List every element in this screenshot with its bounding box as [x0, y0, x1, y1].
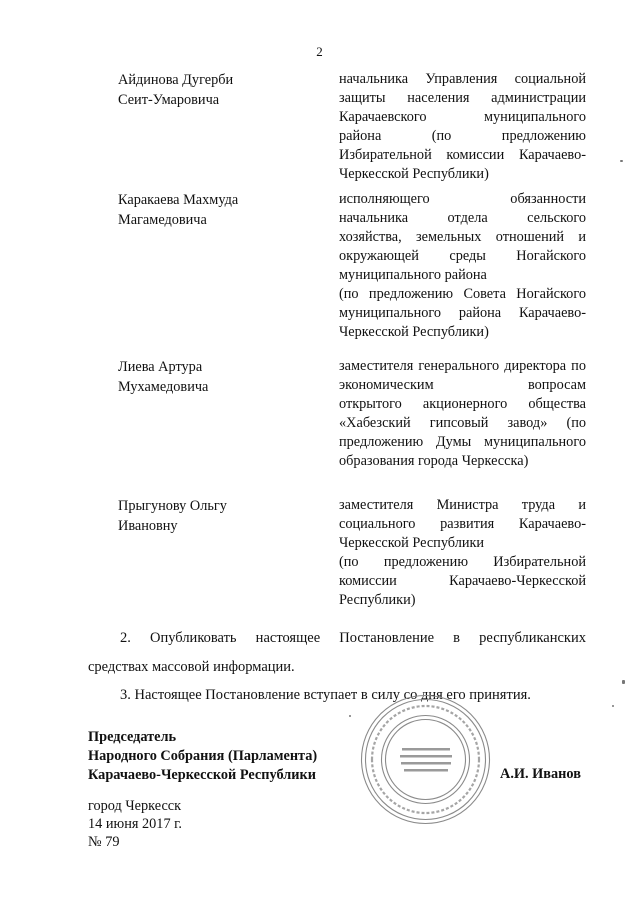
- position-line: предложению Думы муниципального: [339, 434, 586, 450]
- member-name-line: Магамедовича: [118, 212, 207, 228]
- member-name: [118, 190, 308, 230]
- position-line: Черкесской Республики): [339, 166, 489, 182]
- position-line: Черкесской Республики: [339, 535, 485, 551]
- position-line: хозяйства, земельных отношений и: [339, 229, 586, 245]
- footer-date: 14 июня 2017 г.: [88, 816, 182, 832]
- position-line: Черкесской Республики): [339, 324, 489, 340]
- position-line: открытого акционерного общества: [339, 396, 586, 412]
- position-line: исполняющего обязанности: [339, 191, 586, 207]
- position-line: заместителя Министра труда и: [339, 497, 586, 513]
- position-line: муниципального района: [339, 267, 487, 283]
- position-line: комиссии Карачаево-Черкесской: [339, 573, 586, 589]
- signer-name: А.И. Иванов: [500, 766, 581, 782]
- position-line: начальника Управления социальной: [339, 71, 586, 87]
- member-name: [118, 496, 308, 536]
- paragraph-3-line: 3. Настоящее Постановление вступает в силу со дня его принятия.: [120, 687, 531, 703]
- position-line: начальника отдела сельского: [339, 210, 586, 226]
- member-name-line: Айдинова Дугерби: [118, 72, 234, 88]
- member-name-line: Каракаева Махмуда: [118, 192, 239, 208]
- member-position: [339, 70, 586, 184]
- signatory-title-line: Председатель: [88, 729, 177, 745]
- position-line: экономическим вопросам: [339, 377, 586, 393]
- position-line: образования города Черкесска): [339, 453, 529, 469]
- footer-number: № 79: [88, 834, 120, 850]
- position-line: «Хабезский гипсовый завод» (по: [339, 415, 586, 431]
- paragraph-2-continued: [88, 657, 586, 677]
- scan-speck: [349, 715, 351, 717]
- position-line: муниципального района Карачаево-: [339, 305, 586, 321]
- scan-speck: [620, 160, 623, 162]
- paragraph-2-line: средствах массовой информации.: [88, 659, 295, 675]
- paragraph-3: [88, 685, 586, 705]
- member-name: [118, 357, 308, 397]
- position-line: Карачаевского муниципального: [339, 109, 586, 125]
- footer-city: город Черкесск: [88, 798, 182, 814]
- paragraph-2: [88, 628, 586, 648]
- signature-block: [88, 728, 388, 785]
- member-name: [118, 70, 308, 110]
- member-name-line: Сеит-Умаровича: [118, 92, 220, 108]
- position-line: (по предложению Совета Ногайского: [339, 286, 586, 302]
- member-position: [339, 357, 586, 471]
- position-line: заместителя генерального директора по: [339, 358, 586, 374]
- position-line: защиты населения администрации: [339, 90, 586, 106]
- page-number: 2: [316, 44, 323, 59]
- document-footer: [88, 797, 182, 851]
- scan-speck: [612, 705, 614, 707]
- member-position: [339, 496, 586, 610]
- position-line: (по предложению Избирательной: [339, 554, 586, 570]
- signatory-title-line: Народного Собрания (Парламента): [88, 748, 318, 764]
- position-line: социального развития Карачаево-: [339, 516, 586, 532]
- member-name-line: Прыгунову Ольгу: [118, 498, 227, 514]
- member-name-line: Мухамедовича: [118, 379, 209, 395]
- position-line: Республики): [339, 592, 416, 608]
- position-line: окружающей среды Ногайского: [339, 248, 586, 264]
- member-name-line: Ивановну: [118, 518, 178, 534]
- scan-speck: [622, 680, 625, 684]
- position-line: района (по предложению: [339, 128, 586, 144]
- member-position: [339, 190, 586, 342]
- member-name-line: Лиева Артура: [118, 359, 203, 375]
- paragraph-2-line: 2. Опубликовать настоящее Постановление в республиканских: [120, 630, 586, 646]
- signatory-title-line: Карачаево-Черкесской Республики: [88, 767, 316, 783]
- position-line: Избирательной комиссии Карачаево-: [339, 147, 586, 163]
